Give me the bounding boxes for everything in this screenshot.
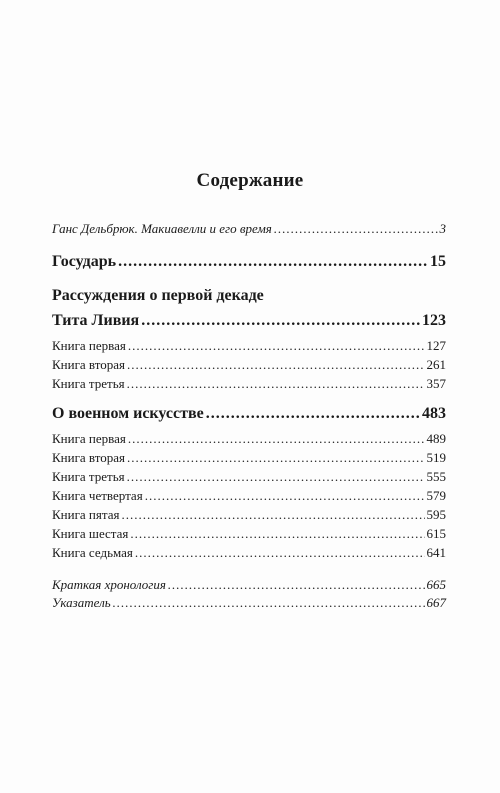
- toc-entry-art-of-war-book-6[interactable]: [52, 526, 446, 542]
- toc-entry-title: Тита Ливия: [52, 312, 140, 329]
- toc-section-discourses-heading: Рассуждения о первой декаде: [52, 287, 264, 304]
- page-title: Содержание: [196, 170, 304, 191]
- toc-entry-art-of-war-book-4[interactable]: [52, 488, 446, 504]
- dot-leader: [168, 577, 425, 593]
- dot-leader: [113, 595, 425, 611]
- toc-entry-title: Книга седьмая: [52, 545, 133, 560]
- dot-leader: [145, 488, 425, 504]
- toc-entry-art-of-war-book-7[interactable]: [52, 545, 446, 561]
- dot-leader: [206, 405, 420, 423]
- toc-entry-page: 579: [426, 488, 446, 503]
- toc-entry-page: 3: [439, 221, 446, 236]
- toc-entry-page: 357: [426, 376, 446, 391]
- dot-leader: [130, 526, 424, 542]
- toc-entry-page: 595: [426, 507, 446, 522]
- dot-leader: [121, 507, 424, 523]
- toc-entry-page: 489: [426, 431, 446, 446]
- toc-entry-page: 261: [426, 357, 446, 372]
- toc-entry-art-of-war[interactable]: [52, 405, 446, 423]
- toc-entry-title: Ганс Дельбрюк. Макиавелли и его время: [52, 221, 272, 236]
- dot-leader: [128, 338, 425, 354]
- toc-entry-intro[interactable]: [52, 221, 446, 237]
- toc-entry-title: Книга шестая: [52, 526, 129, 541]
- toc-entry-title: Книга вторая: [52, 450, 126, 465]
- toc-entry-discourses[interactable]: [52, 312, 446, 330]
- dot-leader: [127, 357, 424, 373]
- toc-entry-page: 615: [426, 526, 446, 541]
- toc-entry-page: 555: [426, 469, 446, 484]
- toc-entry-title: Краткая хронология: [52, 577, 166, 592]
- toc-entry-page: 667: [426, 595, 446, 610]
- toc-entry-title: Книга третья: [52, 469, 125, 484]
- toc-entry-title: Книга первая: [52, 338, 126, 353]
- toc-entry-art-of-war-book-5[interactable]: [52, 507, 446, 523]
- dot-leader: [127, 469, 425, 485]
- dot-leader: [141, 312, 420, 330]
- dot-leader: [128, 431, 425, 447]
- toc-entry-title: Книга третья: [52, 376, 125, 391]
- toc-entry-title: Книга четвертая: [52, 488, 143, 503]
- toc-entry-chronology[interactable]: [52, 577, 454, 593]
- toc-entry-title: О военном искусстве: [52, 405, 204, 422]
- toc-entry-title: Книга пятая: [52, 507, 120, 522]
- toc-entry-page: 127: [426, 338, 446, 353]
- dot-leader: [135, 545, 425, 561]
- toc-entry-page: 15: [430, 253, 446, 270]
- toc-entry-art-of-war-book-2[interactable]: [52, 450, 446, 466]
- toc-entry-title: Книга вторая: [52, 357, 126, 372]
- toc-entry-discourses-book-2[interactable]: [52, 357, 446, 373]
- dot-leader: [118, 253, 428, 271]
- dot-leader: [274, 221, 438, 237]
- toc-entry-title: Книга первая: [52, 431, 126, 446]
- toc-entry-page: 123: [422, 312, 446, 329]
- toc-entry-discourses-book-3[interactable]: [52, 376, 446, 392]
- toc-entry-discourses-book-1[interactable]: [52, 338, 446, 354]
- toc-entry-title: Указатель: [52, 595, 111, 610]
- toc-entry-page: 483: [422, 405, 446, 422]
- toc-entry-page: 641: [426, 545, 446, 560]
- toc-entry-title: Государь: [52, 253, 117, 270]
- toc-entry-prince[interactable]: [52, 253, 446, 271]
- dot-leader: [127, 376, 425, 392]
- dot-leader: [127, 450, 424, 466]
- toc-entry-art-of-war-book-3[interactable]: [52, 469, 446, 485]
- toc-entry-page: 519: [426, 450, 446, 465]
- toc-entry-art-of-war-book-1[interactable]: [52, 431, 446, 447]
- toc-entry-index[interactable]: [52, 595, 454, 611]
- toc-entry-page: 665: [426, 577, 446, 592]
